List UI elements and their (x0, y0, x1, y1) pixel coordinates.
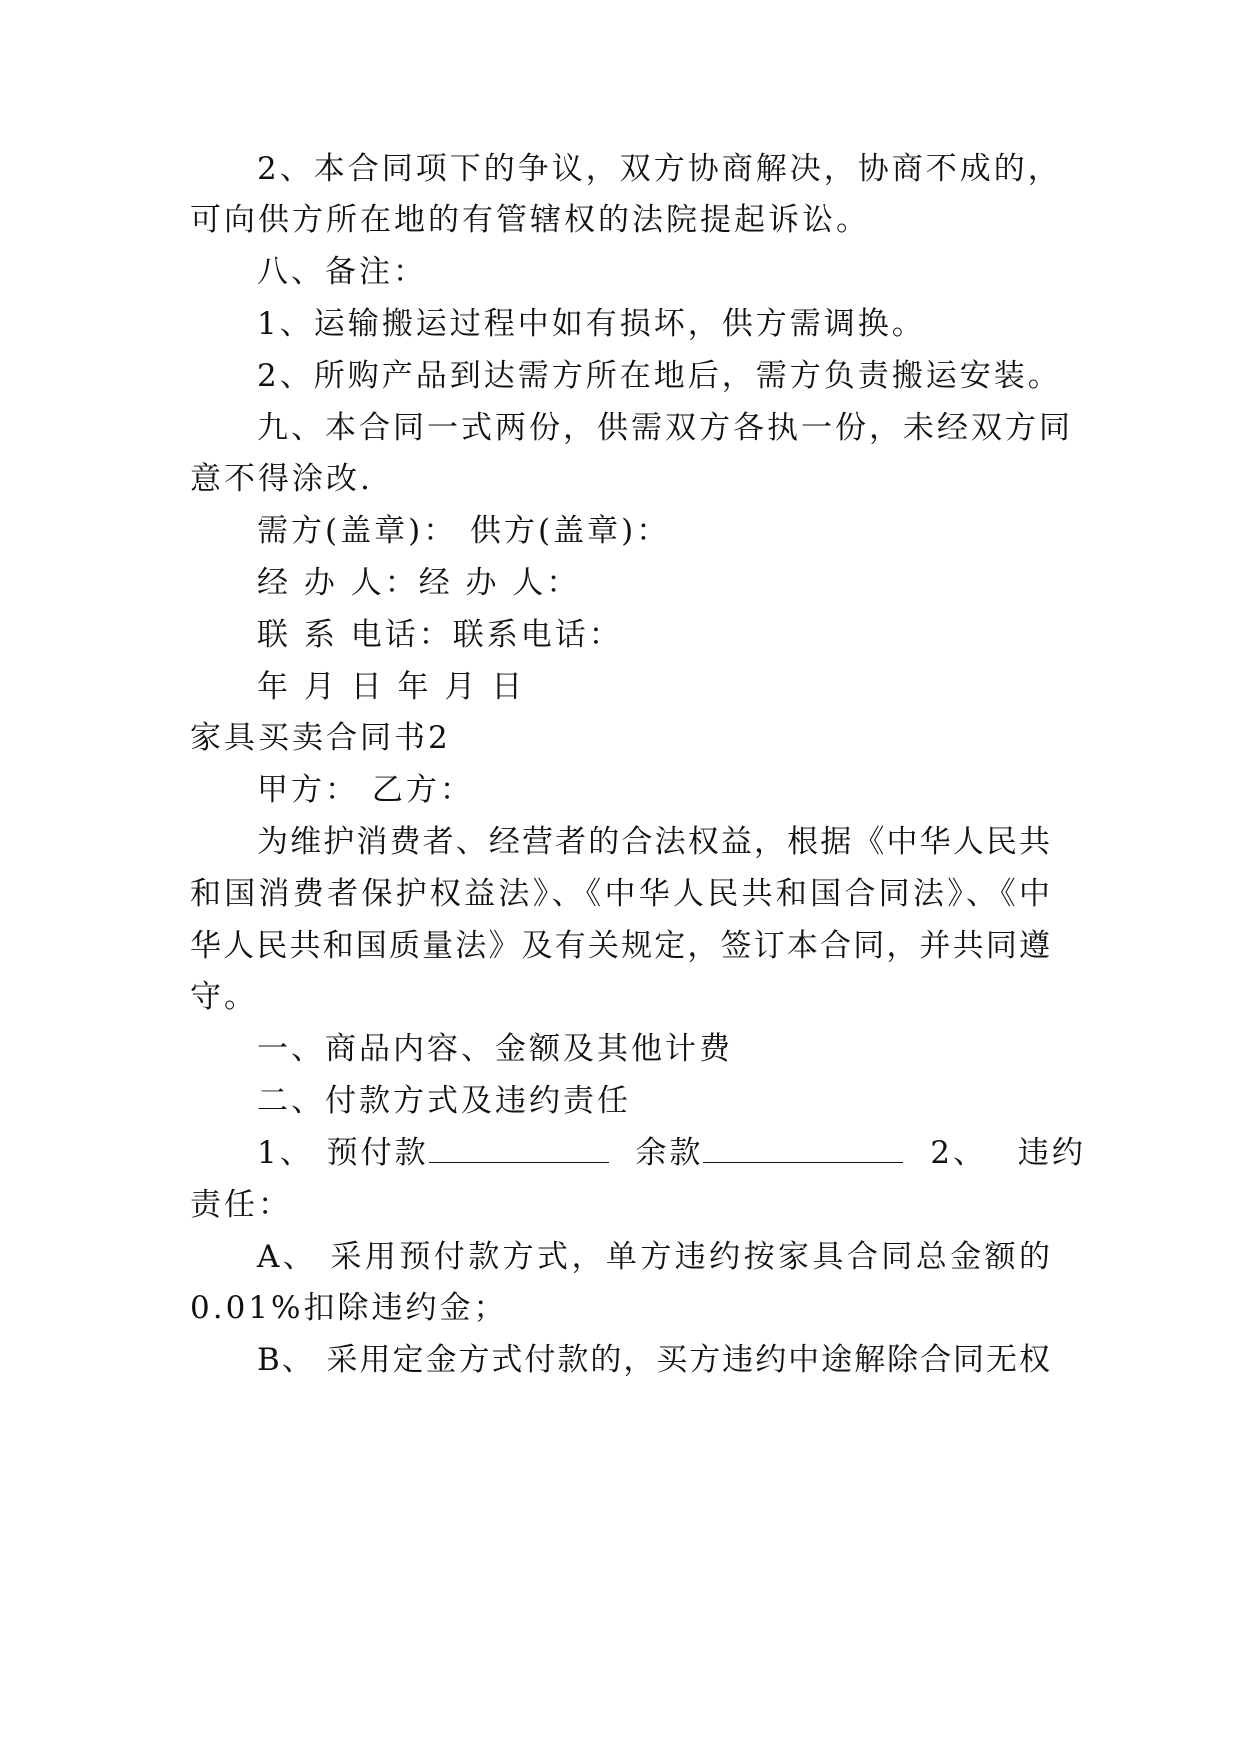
clause-a-line2: 0.01%扣除违约金； (190, 1290, 508, 1326)
note-2: 2、所购产品到达需方所在地后，需方负责搬运安装。 (257, 358, 1062, 394)
prepayment-label: 1、 预付款 (257, 1135, 429, 1171)
parties-line: 甲方： 乙方： (257, 772, 474, 808)
preamble-line2: 和国消费者保护权益法》、《中华人民共和国合同法》、《中 (190, 876, 1050, 912)
clause-a-line1: A、 采用预付款方式，单方违约按家具合同总金额的 (257, 1239, 1050, 1275)
note-1: 1、运输搬运过程中如有损坏，供方需调换。 (257, 306, 926, 342)
signature-phone-line: 联 系 电话：联系电话： (257, 617, 623, 653)
clause-7-2-line2: 可向供方所在地的有管辖权的法院提起诉讼。 (190, 202, 870, 238)
signature-handler-line: 经 办 人：经 办 人： (257, 565, 581, 601)
section-2-heading: 二、付款方式及违约责任 (257, 1083, 631, 1119)
signature-seal-line: 需方(盖章)： 供方(盖章)： (257, 513, 671, 549)
breach-label: 2、 违约 (930, 1135, 1086, 1171)
section-9-line1: 九、本合同一式两份，供需双方各执一份，未经双方同 (257, 410, 1073, 446)
clause-7-2-line1: 2、本合同项下的争议，双方协商解决，协商不成的， (257, 151, 1062, 187)
signature-date-line: 年 月 日 年 月 日 (257, 669, 526, 705)
preamble-line4: 守。 (190, 979, 258, 1015)
section-1-heading: 一、商品内容、金额及其他计费 (257, 1031, 733, 1067)
section-9-line2: 意不得涂改. (190, 461, 373, 497)
section-8-heading: 八、备注： (257, 254, 427, 290)
clause-b-line1: B、 采用定金方式付款的，买方违约中途解除合同无权 (257, 1342, 1050, 1378)
preamble-line3: 华人民共和国质量法》及有关规定，签订本合同，并共同遵 (190, 928, 1050, 964)
breach-continuation: 责任： (190, 1187, 292, 1223)
balance-blank[interactable] (703, 1136, 903, 1163)
balance-label: 余款 (635, 1135, 704, 1171)
prepayment-blank[interactable] (429, 1136, 609, 1163)
payment-line (0, 1133, 1241, 1173)
contract-2-title: 家具买卖合同书2 (190, 720, 451, 756)
preamble-line1: 为维护消费者、经营者的合法权益，根据《中华人民共 (257, 824, 1050, 860)
